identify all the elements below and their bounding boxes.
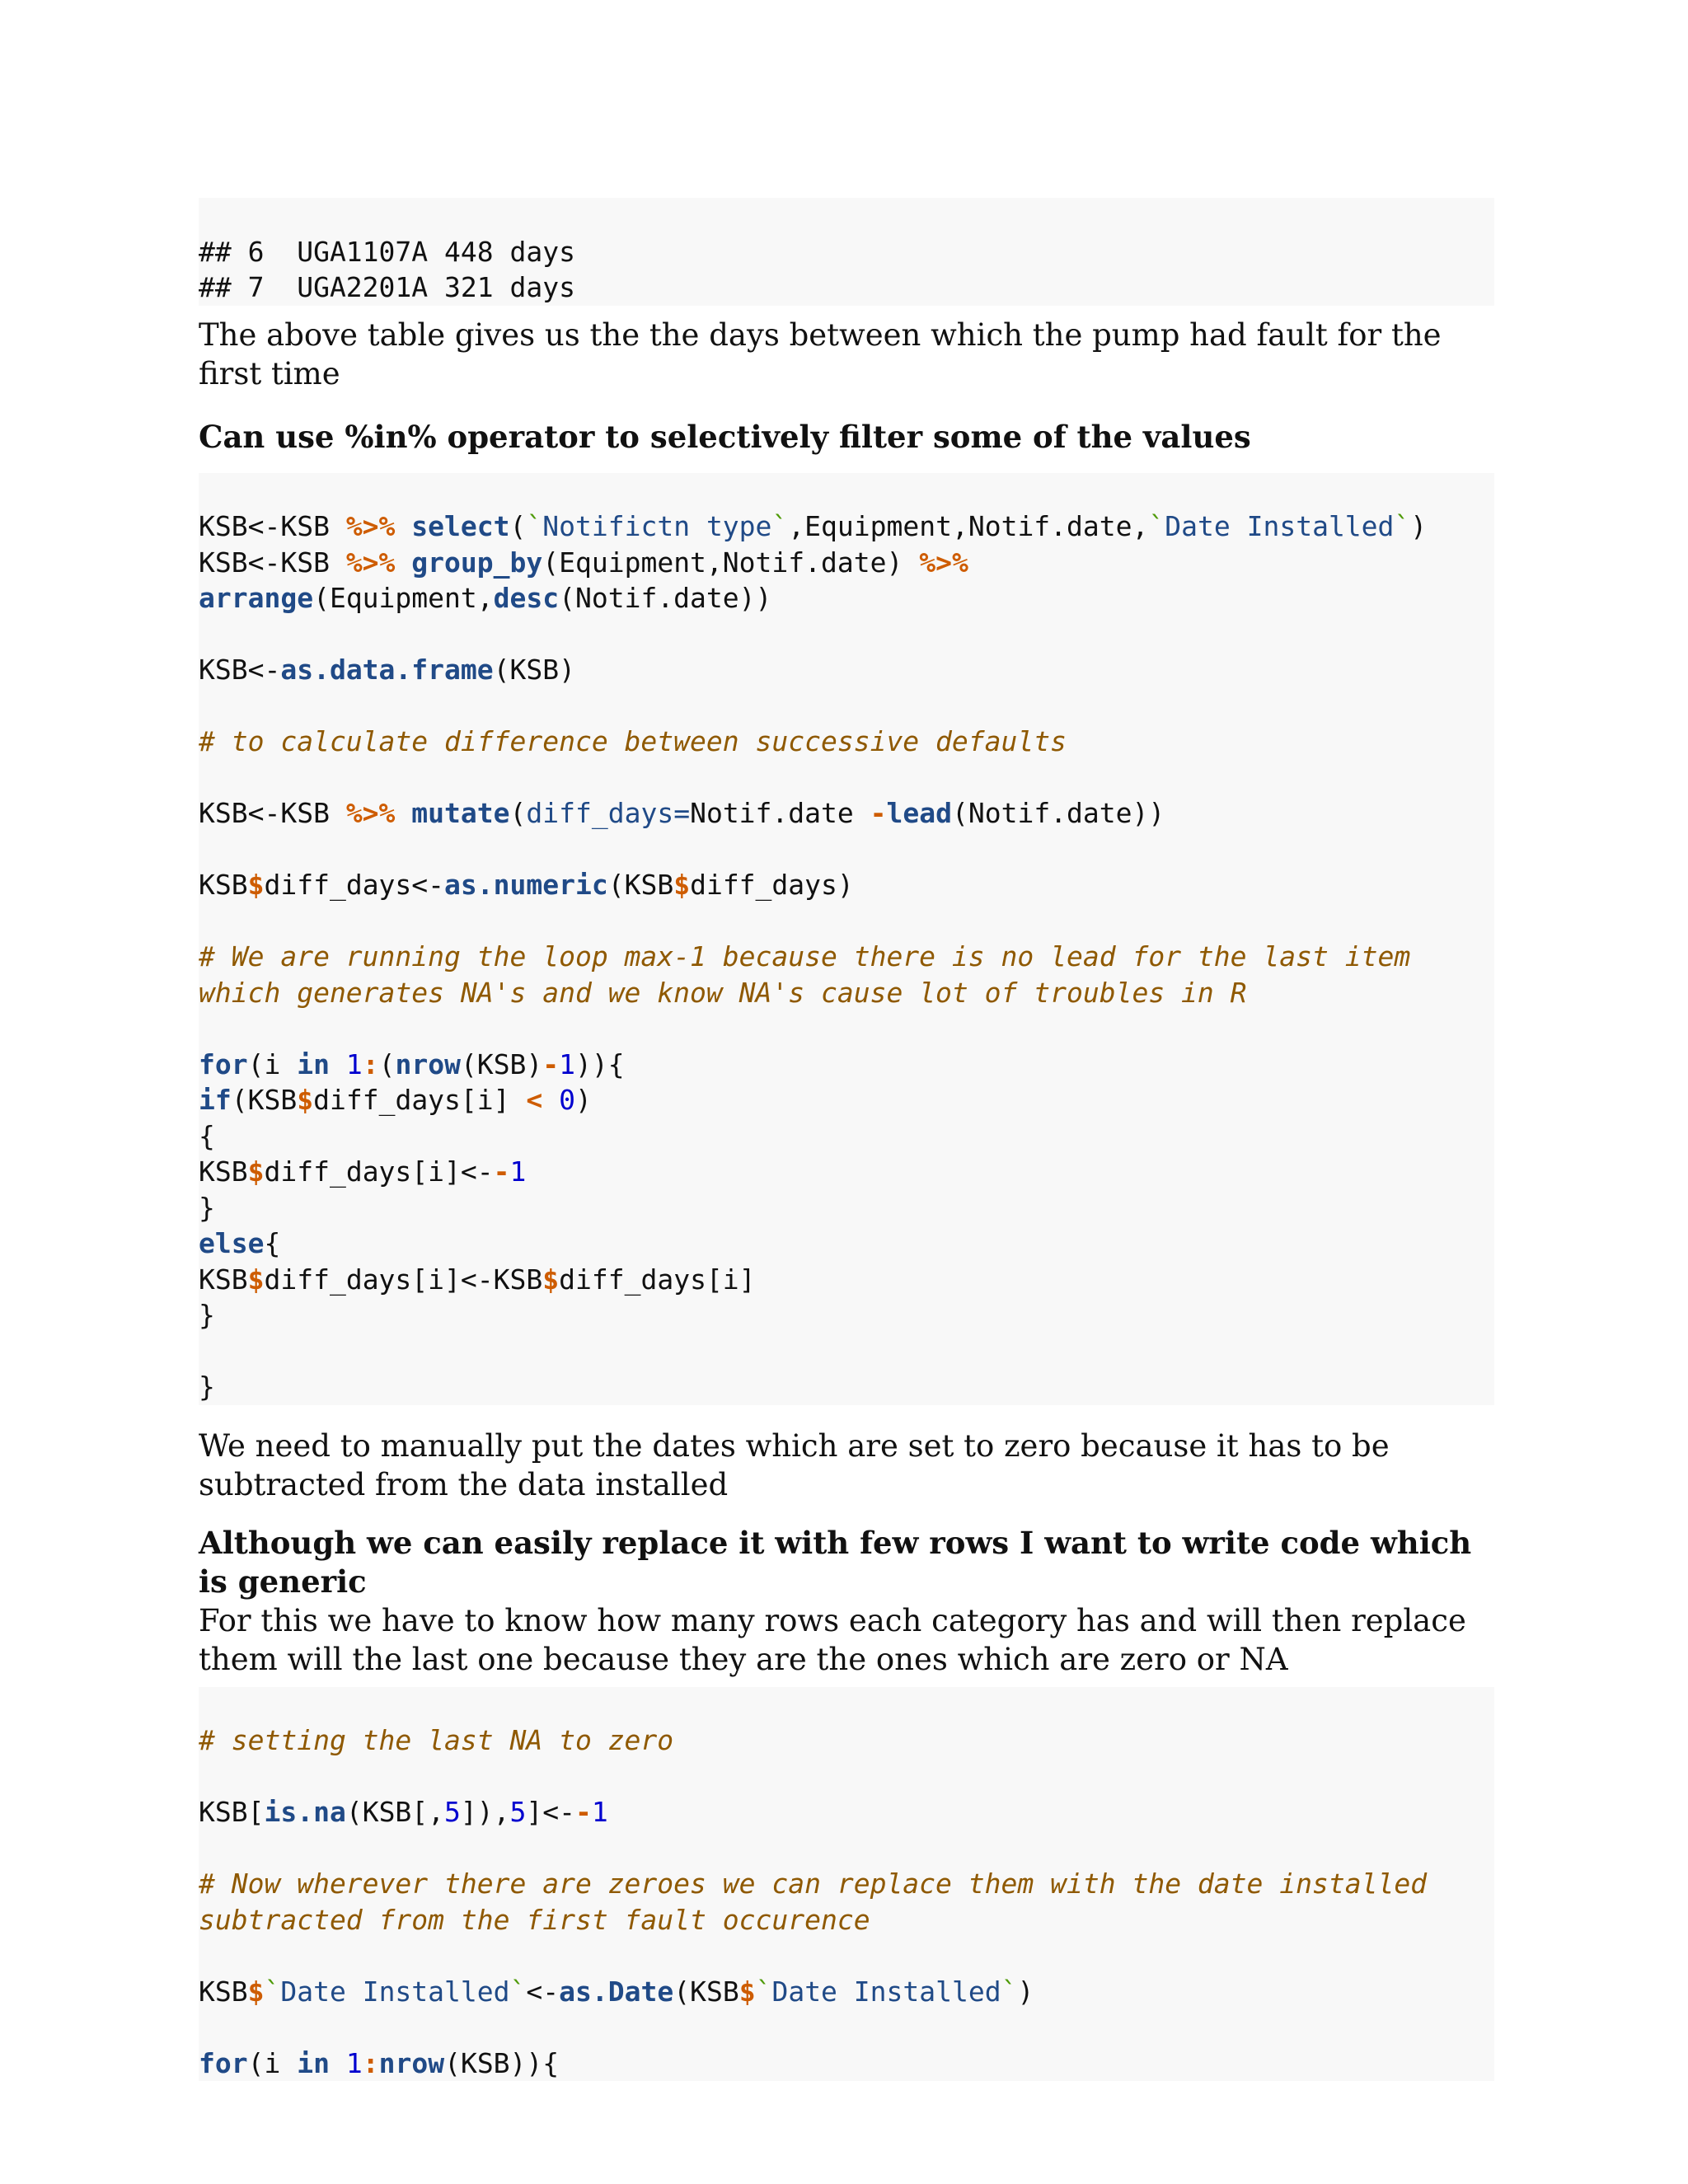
code-line-blank xyxy=(199,832,1494,868)
code-line: if(KSB$diff_days[i] < 0) xyxy=(199,1084,592,1116)
code-line: KSB$diff_days[i]<-KSB$diff_days[i] xyxy=(199,1263,756,1296)
code-line: KSB<-KSB %>% select(`Notifictn type`,Equipment,Notif.date,`Date Installed`) xyxy=(199,510,1428,542)
paragraph: The above table gives us the the days between which the pump had fault for the first time xyxy=(199,316,1442,391)
paragraph: We need to manually put the dates which are set to zero because it has to be subtracted from the data installed xyxy=(199,1427,1390,1502)
code-line: } xyxy=(199,1191,215,1224)
code-line-blank xyxy=(199,2009,1494,2046)
code-line: KSB$diff_days<-as.numeric(KSB$diff_days) xyxy=(199,869,854,901)
code-comment: which generates NA's and we know NA's cause lot of troubles in R xyxy=(199,976,1247,1009)
code-line-blank xyxy=(199,1830,1494,1867)
code-block xyxy=(199,473,1494,1405)
document-page xyxy=(199,198,1494,2081)
code-line: KSB<-KSB %>% mutate(diff_days=Notif.date -lead(Notif.date)) xyxy=(199,797,1165,829)
code-line: for(i in 1:nrow(KSB)){ xyxy=(199,2046,560,2079)
code-line-blank xyxy=(199,1010,1494,1047)
code-line-blank xyxy=(199,760,1494,796)
paragraph: For this we have to know how many rows each category has and will then replace them will the last one because they are the ones which are zero or NA xyxy=(199,1602,1466,1677)
code-block xyxy=(199,1687,1494,2082)
output-line: ## 6 UGA1107A 448 days xyxy=(199,235,575,268)
code-line-blank xyxy=(199,1759,1494,1795)
code-line-blank xyxy=(199,688,1494,724)
output-block xyxy=(199,198,1494,306)
code-line: arrange(Equipment,desc(Notif.date)) xyxy=(199,582,772,614)
code-comment: # We are running the loop max-1 because there is no lead for the last item xyxy=(199,940,1411,972)
section-heading: Can use %in% operator to selectively filter some of the values xyxy=(199,418,1251,455)
code-line: KSB<-KSB %>% group_by(Equipment,Notif.date) %>% xyxy=(199,546,968,579)
code-comment: # to calculate difference between successive defaults xyxy=(199,725,1067,757)
code-line: { xyxy=(199,1119,215,1152)
code-line: else{ xyxy=(199,1227,281,1259)
code-comment: subtracted from the first fault occurence xyxy=(199,1903,870,1936)
code-line: KSB[is.na(KSB[,5]),5]<--1 xyxy=(199,1796,608,1828)
output-line: ## 7 UGA2201A 321 days xyxy=(199,271,575,303)
code-line-blank xyxy=(199,616,1494,653)
code-line: KSB<-as.data.frame(KSB) xyxy=(199,654,575,686)
code-line-blank xyxy=(199,1938,1494,1974)
code-line: KSB$`Date Installed`<-as.Date(KSB$`Date Installed`) xyxy=(199,1975,1034,2008)
code-line: } xyxy=(199,1371,215,1403)
code-line: } xyxy=(199,1299,215,1331)
code-comment: # Now wherever there are zeroes we can replace them with the date installed xyxy=(199,1868,1428,1900)
code-line-blank xyxy=(199,1333,1494,1370)
code-comment: # setting the last NA to zero xyxy=(199,1724,674,1756)
code-line: KSB$diff_days[i]<--1 xyxy=(199,1155,527,1188)
code-line-blank xyxy=(199,903,1494,940)
code-line: for(i in 1:(nrow(KSB)-1)){ xyxy=(199,1047,625,1080)
section-heading: Although we can easily replace it with few rows I want to write code which is generic xyxy=(199,1524,1472,1600)
